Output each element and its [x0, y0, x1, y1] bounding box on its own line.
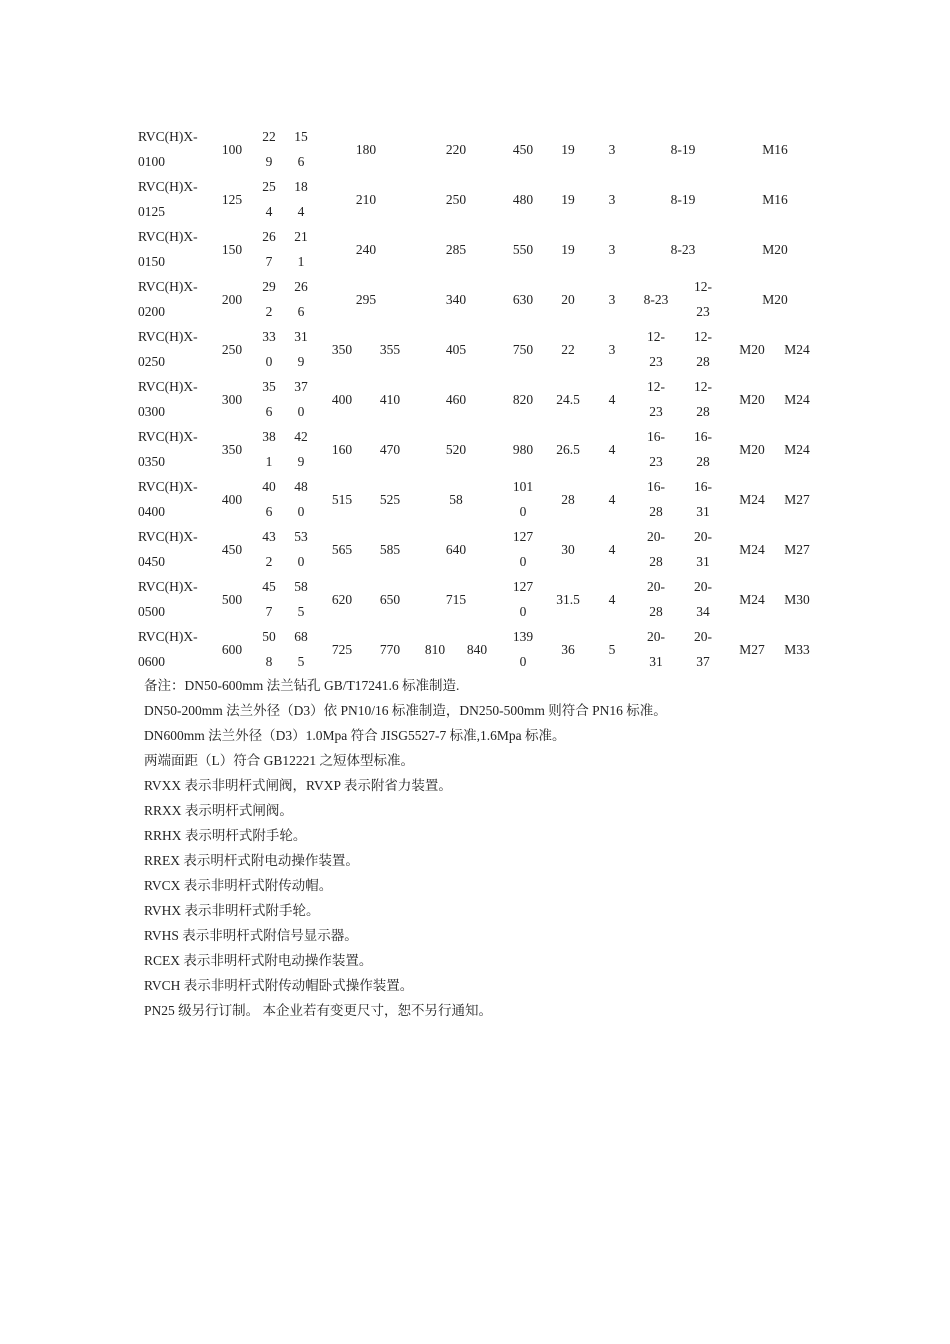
- cell-dim-i: 4: [608, 541, 616, 557]
- cell-dim-b-line: 48: [294, 479, 308, 494]
- cell-bolt-2: M24: [784, 341, 810, 357]
- cell-dim-b-line: 26: [294, 279, 308, 294]
- table-row: [138, 124, 820, 174]
- cell-holes-line: 31: [649, 654, 663, 669]
- cell-dim-b: [284, 524, 318, 574]
- cell-dim-a-line: 0: [265, 354, 273, 369]
- cell-dn: 125: [221, 191, 243, 207]
- cell-holes: [636, 324, 676, 374]
- table-row: [138, 424, 820, 474]
- cell-holes-line: 20-: [647, 579, 665, 594]
- note-line: RVCX 表示非明杆式附传动帽。: [144, 878, 333, 893]
- note-line: DN50-200mm 法兰外径（D3）依 PN10/16 标准制造，DN250-500mm 则符合 PN16 标准。: [144, 703, 667, 718]
- cell-dim-e: 340: [445, 291, 467, 307]
- cell-dim-c: 180: [355, 141, 377, 157]
- cell-dim-h: 30: [561, 541, 575, 557]
- cell-holes-2: [676, 574, 730, 624]
- note-line: RRXX 表示明杆式闸阀。: [144, 803, 293, 818]
- cell-dim-e: 460: [445, 391, 467, 407]
- cell-holes-line: 8-23: [643, 291, 669, 307]
- cell-dim-c: 565: [331, 541, 353, 557]
- cell-holes-line: 23: [649, 454, 663, 469]
- cell-dim-g: [498, 474, 548, 524]
- valve-spec-table: [138, 124, 820, 674]
- cell-dim-h: 31.5: [556, 591, 580, 607]
- cell-dim-b: [284, 174, 318, 224]
- cell-bolt-2: M27: [784, 541, 810, 557]
- cell-dim-a-line: 2: [265, 554, 273, 569]
- cell-holes-line: 8-19: [670, 191, 696, 207]
- cell-dim-a-line: 6: [265, 504, 273, 519]
- cell-dim-g: [498, 224, 548, 274]
- cell-dim-c: 515: [331, 491, 353, 507]
- cell-holes: [636, 624, 676, 674]
- cell-dim-b-line: 6: [297, 154, 305, 169]
- cell-bolt-2: M33: [784, 641, 810, 657]
- cell-model-line: RVC(H)X-: [138, 429, 198, 444]
- cell-holes-line: 20-: [647, 629, 665, 644]
- cell-model-line: 0300: [138, 404, 165, 419]
- cell-dim-e: 250: [445, 191, 467, 207]
- cell-model: [138, 424, 210, 474]
- cell-holes-2-line: 12-: [694, 329, 712, 344]
- cell-dim-g-line: 820: [512, 391, 534, 407]
- cell-model: [138, 524, 210, 574]
- cell-holes: [636, 574, 676, 624]
- note-line: PN25 级另行订制。 本企业若有变更尺寸，恕不另行通知。: [144, 1003, 493, 1018]
- cell-dim-g: [498, 174, 548, 224]
- cell-model-line: 0400: [138, 504, 165, 519]
- cell-holes-2: [676, 474, 730, 524]
- cell-holes-2-line: 12-: [694, 279, 712, 294]
- cell-dim-i: 5: [608, 641, 616, 657]
- cell-dim-h: 24.5: [556, 391, 580, 407]
- cell-model-line: RVC(H)X-: [138, 229, 198, 244]
- cell-holes: [636, 474, 676, 524]
- cell-dim-i: 3: [608, 141, 616, 157]
- cell-dn: 500: [221, 591, 243, 607]
- cell-dim-b-line: 9: [297, 354, 305, 369]
- cell-dim-h: 19: [561, 141, 575, 157]
- cell-dim-b-line: 0: [297, 504, 305, 519]
- cell-holes-2-line: 16-: [694, 429, 712, 444]
- cell-dim-a-line: 7: [265, 254, 273, 269]
- cell-dim-a-line: 4: [265, 204, 273, 219]
- cell-dim-a: [254, 424, 284, 474]
- cell-dim-a-line: 50: [262, 629, 276, 644]
- cell-dim-g-line: 127: [512, 579, 534, 594]
- cell-holes-line: 8-23: [670, 241, 696, 257]
- cell-model: [138, 224, 210, 274]
- cell-dim-e: 58: [449, 491, 463, 507]
- cell-dim-a-line: 9: [265, 154, 273, 169]
- cell-holes-2: [676, 424, 730, 474]
- cell-model: [138, 324, 210, 374]
- cell-holes-line: 28: [649, 604, 663, 619]
- cell-dim-c: 160: [331, 441, 353, 457]
- note-line: RRHX 表示明杆式附手轮。: [144, 828, 307, 843]
- cell-dim-b: [284, 124, 318, 174]
- cell-dim-a-line: 33: [262, 329, 276, 344]
- cell-bolt: M24: [739, 491, 765, 507]
- cell-dim-e: 715: [445, 591, 467, 607]
- cell-holes-line: 20-: [647, 529, 665, 544]
- cell-dim-b: [284, 374, 318, 424]
- cell-dn: 150: [221, 241, 243, 257]
- cell-dim-e: 285: [445, 241, 467, 257]
- cell-bolt: M20: [739, 441, 765, 457]
- cell-dim-b-line: 9: [297, 454, 305, 469]
- cell-bolt-2: M30: [784, 591, 810, 607]
- cell-model: [138, 374, 210, 424]
- cell-dim-g-line: 0: [519, 654, 527, 669]
- cell-holes: [636, 274, 676, 324]
- cell-dim-g-line: 480: [512, 191, 534, 207]
- cell-dim-i: 4: [608, 591, 616, 607]
- spec-table-body: [138, 124, 820, 674]
- cell-model-line: 0500: [138, 604, 165, 619]
- cell-bolt: M20: [739, 391, 765, 407]
- cell-model-line: RVC(H)X-: [138, 329, 198, 344]
- cell-model: [138, 624, 210, 674]
- cell-dn: 400: [221, 491, 243, 507]
- cell-model-line: 0250: [138, 354, 165, 369]
- cell-model-line: RVC(H)X-: [138, 379, 198, 394]
- cell-dn: 300: [221, 391, 243, 407]
- cell-dim-c: 295: [355, 291, 377, 307]
- cell-model: [138, 574, 210, 624]
- cell-dim-g: [498, 374, 548, 424]
- cell-dim-g: [498, 574, 548, 624]
- cell-dim-i: 3: [608, 241, 616, 257]
- cell-bolt: M16: [762, 141, 788, 157]
- cell-holes-2-line: 16-: [694, 479, 712, 494]
- cell-dim-c: 210: [355, 191, 377, 207]
- cell-dim-b-line: 1: [297, 254, 305, 269]
- cell-dim-a-line: 7: [265, 604, 273, 619]
- cell-model-line: RVC(H)X-: [138, 529, 198, 544]
- cell-dim-b-line: 6: [297, 304, 305, 319]
- cell-model-line: RVC(H)X-: [138, 179, 198, 194]
- cell-dim-b: [284, 574, 318, 624]
- cell-holes-2: [676, 374, 730, 424]
- cell-dim-b-line: 4: [297, 204, 305, 219]
- table-row: [138, 174, 820, 224]
- cell-holes-line: 12-: [647, 379, 665, 394]
- cell-bolt: M20: [762, 241, 788, 257]
- cell-dim-a-line: 43: [262, 529, 276, 544]
- cell-dim-c: 350: [331, 341, 353, 357]
- cell-holes-line: 28: [649, 504, 663, 519]
- cell-dim-c: 240: [355, 241, 377, 257]
- table-row: [138, 274, 820, 324]
- cell-dim-b-line: 15: [294, 129, 308, 144]
- table-row: [138, 324, 820, 374]
- cell-holes-2-line: 28: [696, 454, 710, 469]
- cell-holes-2: [676, 324, 730, 374]
- cell-holes-2-line: 12-: [694, 379, 712, 394]
- table-row: [138, 574, 820, 624]
- cell-dim-a-line: 25: [262, 179, 276, 194]
- cell-holes: [636, 174, 730, 224]
- cell-dim-a: [254, 324, 284, 374]
- cell-model: [138, 474, 210, 524]
- cell-dim-e: 520: [445, 441, 467, 457]
- cell-holes-line: 16-: [647, 479, 665, 494]
- cell-holes-2-line: 28: [696, 354, 710, 369]
- cell-dim-b-line: 0: [297, 404, 305, 419]
- cell-bolt: M16: [762, 191, 788, 207]
- cell-model-line: 0350: [138, 454, 165, 469]
- cell-holes-2: [676, 524, 730, 574]
- cell-holes-line: 23: [649, 404, 663, 419]
- table-row: [138, 624, 820, 674]
- cell-dim-b: [284, 624, 318, 674]
- cell-dim-c2: 770: [379, 641, 401, 657]
- cell-holes-2-line: 34: [696, 604, 710, 619]
- cell-dim-g-line: 101: [512, 479, 534, 494]
- cell-dim-e: 810: [424, 641, 446, 657]
- cell-dim-a: [254, 124, 284, 174]
- cell-holes-2-line: 31: [696, 504, 710, 519]
- cell-dim-i: 3: [608, 191, 616, 207]
- cell-dim-b-line: 18: [294, 179, 308, 194]
- cell-model-line: 0125: [138, 204, 165, 219]
- note-line: RREX 表示明杆式附电动操作装置。: [144, 853, 359, 868]
- cell-dim-c2: 525: [379, 491, 401, 507]
- cell-holes-line: 8-19: [670, 141, 696, 157]
- cell-dim-g-line: 0: [519, 554, 527, 569]
- cell-model-line: 0200: [138, 304, 165, 319]
- cell-dim-c2: 355: [379, 341, 401, 357]
- table-row: [138, 374, 820, 424]
- note-line: RVCH 表示非明杆式附传动帽卧式操作装置。: [144, 978, 414, 993]
- cell-holes-2-line: 20-: [694, 529, 712, 544]
- cell-model-line: RVC(H)X-: [138, 629, 198, 644]
- cell-model-line: RVC(H)X-: [138, 579, 198, 594]
- cell-holes-line: 28: [649, 554, 663, 569]
- cell-dim-h: 19: [561, 241, 575, 257]
- cell-bolt-2: M27: [784, 491, 810, 507]
- table-row: [138, 474, 820, 524]
- cell-dn: 450: [221, 541, 243, 557]
- cell-model: [138, 124, 210, 174]
- cell-holes-2-line: 31: [696, 554, 710, 569]
- cell-dim-c2: 650: [379, 591, 401, 607]
- cell-dim-g-line: 450: [512, 141, 534, 157]
- table-row: [138, 224, 820, 274]
- cell-dim-h: 19: [561, 191, 575, 207]
- cell-model-line: 0600: [138, 654, 165, 669]
- cell-dim-c2: 410: [379, 391, 401, 407]
- cell-dim-a-line: 38: [262, 429, 276, 444]
- cell-dim-a-line: 6: [265, 404, 273, 419]
- cell-model-line: 0150: [138, 254, 165, 269]
- cell-dim-a-line: 8: [265, 654, 273, 669]
- cell-dim-i: 4: [608, 391, 616, 407]
- cell-model-line: 0100: [138, 154, 165, 169]
- cell-dim-b-line: 5: [297, 604, 305, 619]
- note-line: RCEX 表示非明杆式附电动操作装置。: [144, 953, 373, 968]
- cell-dim-b: [284, 274, 318, 324]
- cell-dim-g-line: 127: [512, 529, 534, 544]
- cell-dim-b-line: 37: [294, 379, 308, 394]
- cell-dim-c: 725: [331, 641, 353, 657]
- cell-dim-g: [498, 274, 548, 324]
- cell-dn: 100: [221, 141, 243, 157]
- cell-dn: 250: [221, 341, 243, 357]
- cell-dim-a-line: 1: [265, 454, 273, 469]
- cell-dim-a: [254, 524, 284, 574]
- cell-dim-i: 4: [608, 441, 616, 457]
- cell-dim-i: 3: [608, 341, 616, 357]
- cell-dim-b-line: 31: [294, 329, 308, 344]
- cell-dim-e: 405: [445, 341, 467, 357]
- cell-dim-h: 26.5: [556, 441, 580, 457]
- cell-holes-line: 16-: [647, 429, 665, 444]
- cell-bolt-2: M24: [784, 391, 810, 407]
- note-line: RVXX 表示非明杆式闸阀，RVXP 表示附省力装置。: [144, 778, 452, 793]
- cell-model: [138, 174, 210, 224]
- cell-holes: [636, 374, 676, 424]
- note-line: RVHX 表示非明杆式附手轮。: [144, 903, 320, 918]
- cell-dim-c2: 470: [379, 441, 401, 457]
- cell-dim-c2: 585: [379, 541, 401, 557]
- cell-dim-g-line: 750: [512, 341, 534, 357]
- cell-model-line: RVC(H)X-: [138, 479, 198, 494]
- cell-dim-b: [284, 474, 318, 524]
- cell-dim-a-line: 35: [262, 379, 276, 394]
- cell-dim-b-line: 21: [294, 229, 308, 244]
- cell-dim-h: 28: [561, 491, 575, 507]
- cell-dim-a: [254, 474, 284, 524]
- cell-dim-b: [284, 224, 318, 274]
- cell-dim-a-line: 22: [262, 129, 276, 144]
- cell-dim-a-line: 40: [262, 479, 276, 494]
- cell-dim-h: 20: [561, 291, 575, 307]
- cell-dim-g-line: 139: [512, 629, 534, 644]
- cell-bolt: M20: [739, 341, 765, 357]
- cell-dim-e: 220: [445, 141, 467, 157]
- cell-dim-g-line: 550: [512, 241, 534, 257]
- cell-dim-a: [254, 224, 284, 274]
- cell-dim-b-line: 5: [297, 654, 305, 669]
- note-line: 备注：DN50-600mm 法兰钻孔 GB/T17241.6 标准制造.: [144, 678, 460, 693]
- cell-dim-g: [498, 624, 548, 674]
- table-row: [138, 524, 820, 574]
- note-line: 两端面距（L）符合 GB12221 之短体型标准。: [144, 753, 414, 768]
- note-line: DN600mm 法兰外径（D3）1.0Mpa 符合 JISG5527-7 标准,1.6Mpa 标准。: [144, 728, 566, 743]
- cell-bolt: M24: [739, 591, 765, 607]
- cell-dim-a: [254, 274, 284, 324]
- cell-dim-e2: 840: [466, 641, 488, 657]
- cell-holes-2: [676, 274, 730, 324]
- cell-dim-a: [254, 624, 284, 674]
- cell-dim-c: 620: [331, 591, 353, 607]
- cell-dim-a-line: 45: [262, 579, 276, 594]
- cell-model-line: 0450: [138, 554, 165, 569]
- cell-holes-2-line: 20-: [694, 579, 712, 594]
- cell-dim-b-line: 53: [294, 529, 308, 544]
- cell-bolt: M20: [762, 291, 788, 307]
- cell-dim-b: [284, 324, 318, 374]
- cell-dim-g-line: 0: [519, 604, 527, 619]
- notes-section: [144, 673, 824, 1023]
- cell-dim-a-line: 2: [265, 304, 273, 319]
- cell-dim-e: 640: [445, 541, 467, 557]
- cell-dn: 600: [221, 641, 243, 657]
- cell-holes-line: 12-: [647, 329, 665, 344]
- cell-dim-b: [284, 424, 318, 474]
- cell-bolt: M24: [739, 541, 765, 557]
- cell-dim-g: [498, 424, 548, 474]
- cell-dim-b-line: 68: [294, 629, 308, 644]
- cell-dim-i: 4: [608, 491, 616, 507]
- cell-model: [138, 274, 210, 324]
- cell-dim-g: [498, 324, 548, 374]
- cell-dim-i: 3: [608, 291, 616, 307]
- cell-dim-h: 22: [561, 341, 575, 357]
- cell-holes-2-line: 28: [696, 404, 710, 419]
- cell-bolt-2: M24: [784, 441, 810, 457]
- cell-holes-2-line: 20-: [694, 629, 712, 644]
- cell-dn: 200: [221, 291, 243, 307]
- cell-model-line: RVC(H)X-: [138, 129, 198, 144]
- note-line: RVHS 表示非明杆式附信号显示器。: [144, 928, 358, 943]
- cell-dn: 350: [221, 441, 243, 457]
- cell-holes: [636, 124, 730, 174]
- cell-dim-b-line: 58: [294, 579, 308, 594]
- cell-holes-line: 23: [649, 354, 663, 369]
- cell-dim-a: [254, 174, 284, 224]
- cell-dim-a-line: 26: [262, 229, 276, 244]
- cell-dim-a-line: 29: [262, 279, 276, 294]
- cell-dim-a: [254, 374, 284, 424]
- cell-dim-h: 36: [561, 641, 575, 657]
- cell-holes: [636, 524, 676, 574]
- cell-model-line: RVC(H)X-: [138, 279, 198, 294]
- cell-dim-g: [498, 124, 548, 174]
- cell-dim-g-line: 630: [512, 291, 534, 307]
- cell-bolt: M27: [739, 641, 765, 657]
- cell-dim-g-line: 980: [512, 441, 534, 457]
- cell-dim-c: 400: [331, 391, 353, 407]
- cell-holes-2-line: 37: [696, 654, 710, 669]
- cell-holes-2: [676, 624, 730, 674]
- cell-holes: [636, 424, 676, 474]
- cell-holes: [636, 224, 730, 274]
- cell-holes-2-line: 23: [696, 304, 710, 319]
- cell-dim-g: [498, 524, 548, 574]
- cell-dim-g-line: 0: [519, 504, 527, 519]
- cell-dim-b-line: 0: [297, 554, 305, 569]
- cell-dim-b-line: 42: [294, 429, 308, 444]
- cell-dim-a: [254, 574, 284, 624]
